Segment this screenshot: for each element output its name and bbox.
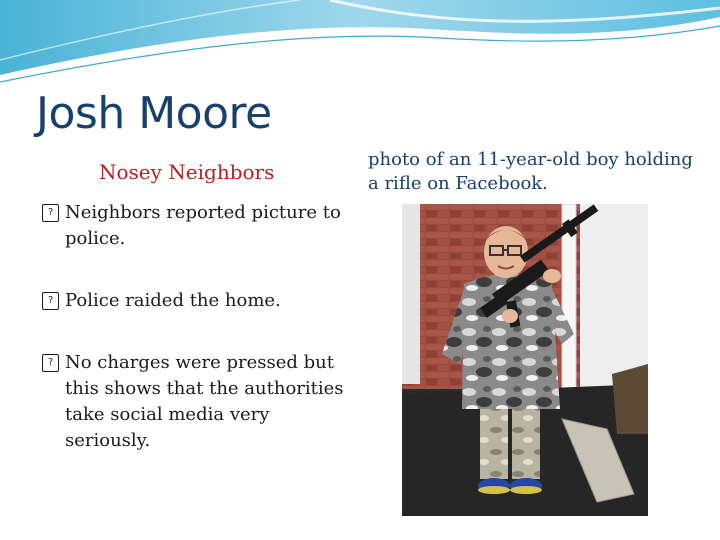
bullet-marker-icon: ? — [42, 204, 59, 222]
bullet-text: Neighbors reported picture to police. — [65, 202, 341, 249]
boy-with-rifle-photo — [402, 204, 648, 516]
bullet-text: Police raided the home. — [65, 290, 281, 311]
slide-subtitle: Nosey Neighbors — [99, 160, 275, 184]
bullet-text: No charges were pressed but this shows that the authorities take social media very seriously. — [65, 352, 344, 451]
bullet-item — [42, 288, 352, 314]
photo-caption: photo of an 11-year-old boy holding a rifle on Facebook. — [368, 149, 693, 194]
slide-title: Josh Moore — [36, 88, 272, 139]
bullet-item — [42, 350, 352, 454]
bullet-item — [42, 200, 352, 252]
bullet-marker-icon: ? — [42, 354, 59, 372]
header-wave-banner — [0, 0, 720, 90]
bullet-list — [42, 200, 352, 454]
bullet-marker-icon: ? — [42, 292, 59, 310]
